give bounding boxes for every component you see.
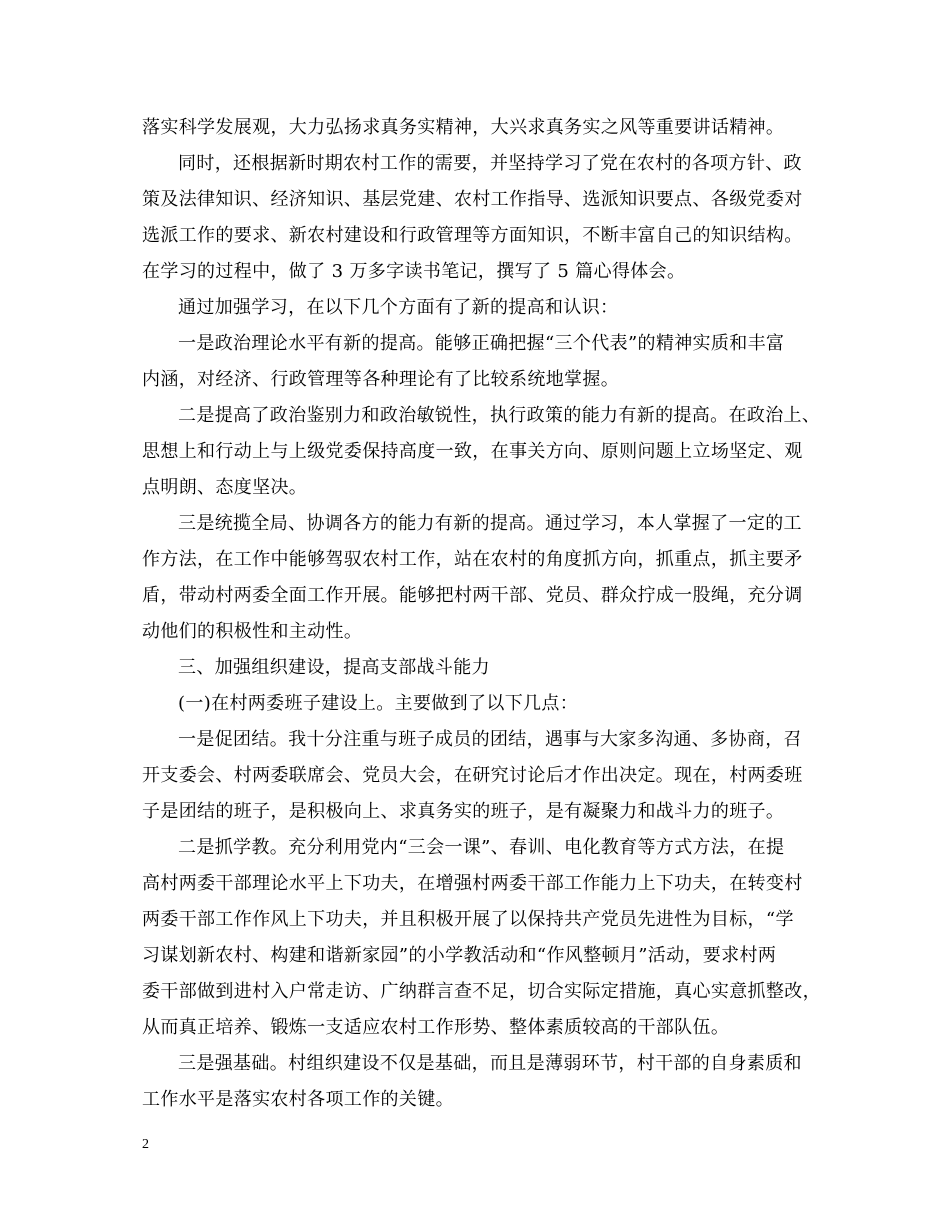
text-line: 盾，带动村两委全面工作开展。能够把村两干部、党员、群众拧成一股绳，充分调 [142,585,803,606]
text-line: 委干部做到进村入户常走访、广纳群言查不足，切合实际定措施，真心实意抓整改， [142,981,821,1002]
text-line: 两委干部工作作风上下功夫，并且积极开展了以保持共产党员先进性为目标，“学 [142,909,794,930]
text-line: 工作水平是落实农村各项工作的关键。 [142,1089,454,1110]
text-line: 点明朗、态度坚决。 [142,477,308,498]
text-line: 从而真正培养、锻炼一支适应农村工作形势、整体素质较高的干部队伍。 [142,1017,730,1038]
page-number: 2 [142,1137,149,1152]
paragraph-start-line: 通过加强学习，在以下几个方面有了新的提高和认识： [178,297,619,318]
text-line: 落实科学发展观，大力弘扬求真务实精神，大兴求真务实之风等重要讲话精神。 [142,117,785,138]
paragraph-start-line: 同时，还根据新时期农村工作的需要，并坚持学习了党在农村的各项方针、政 [178,153,802,174]
text-line: 选派工作的要求、新农村建设和行政管理等方面知识，不断丰富自己的知识结构。 [142,225,803,246]
text-line: 内涵，对经济、行政管理等各种理论有了比较系统地掌握。 [142,369,620,390]
subsection-heading: (一)在村两委班子建设上。主要做到了以下几点： [178,693,579,714]
paragraph-start-line: 二是抓学教。充分利用党内“三会一课”、春训、电化教育等方式方法，在提 [178,837,785,858]
text-line: 在学习的过程中，做了 3 万多字读书笔记，撰写了 5 篇心得体会。 [142,261,686,282]
text-line: 开支委会、村两委联席会、党员大会，在研究讨论后才作出决定。现在，村两委班 [142,765,803,786]
text-line: 动他们的积极性和主动性。 [142,621,363,642]
text-line: 习谋划新农村、构建和谐新家园”的小学教活动和“作风整顿月”活动，要求村两 [142,945,777,966]
paragraph-start-line: 一是促团结。我十分注重与班子成员的团结，遇事与大家多沟通、多协商，召 [178,729,802,750]
text-line: 高村两委干部理论水平上下功夫，在增强村两委干部工作能力上下功夫，在转变村 [142,873,803,894]
paragraph-start-line: 一是政治理论水平有新的提高。能够正确把握“三个代表”的精神实质和丰富 [178,333,785,354]
paragraph-start-line: 三是强基础。村组织建设不仅是基础，而且是薄弱环节，村干部的自身素质和 [178,1053,802,1074]
text-line: 子是团结的班子，是积极向上、求真务实的班子，是有凝聚力和战斗力的班子。 [142,801,785,822]
paragraph-start-line: 三是统揽全局、协调各方的能力有新的提高。通过学习，本人掌握了一定的工 [178,513,802,534]
text-line: 思想上和行动上与上级党委保持高度一致，在事关方向、原则问题上立场坚定、观 [142,441,803,462]
paragraph-start-line: 二是提高了政治鉴别力和政治敏锐性，执行政策的能力有新的提高。在政治上、 [178,405,821,426]
text-line: 策及法律知识、经济知识、基层党建、农村工作指导、选派知识要点、各级党委对 [142,189,803,210]
section-heading: 三、加强组织建设，提高支部战斗能力 [178,657,490,678]
text-line: 作方法，在工作中能够驾驭农村工作，站在农村的角度抓方向，抓重点，抓主要矛 [142,549,803,570]
